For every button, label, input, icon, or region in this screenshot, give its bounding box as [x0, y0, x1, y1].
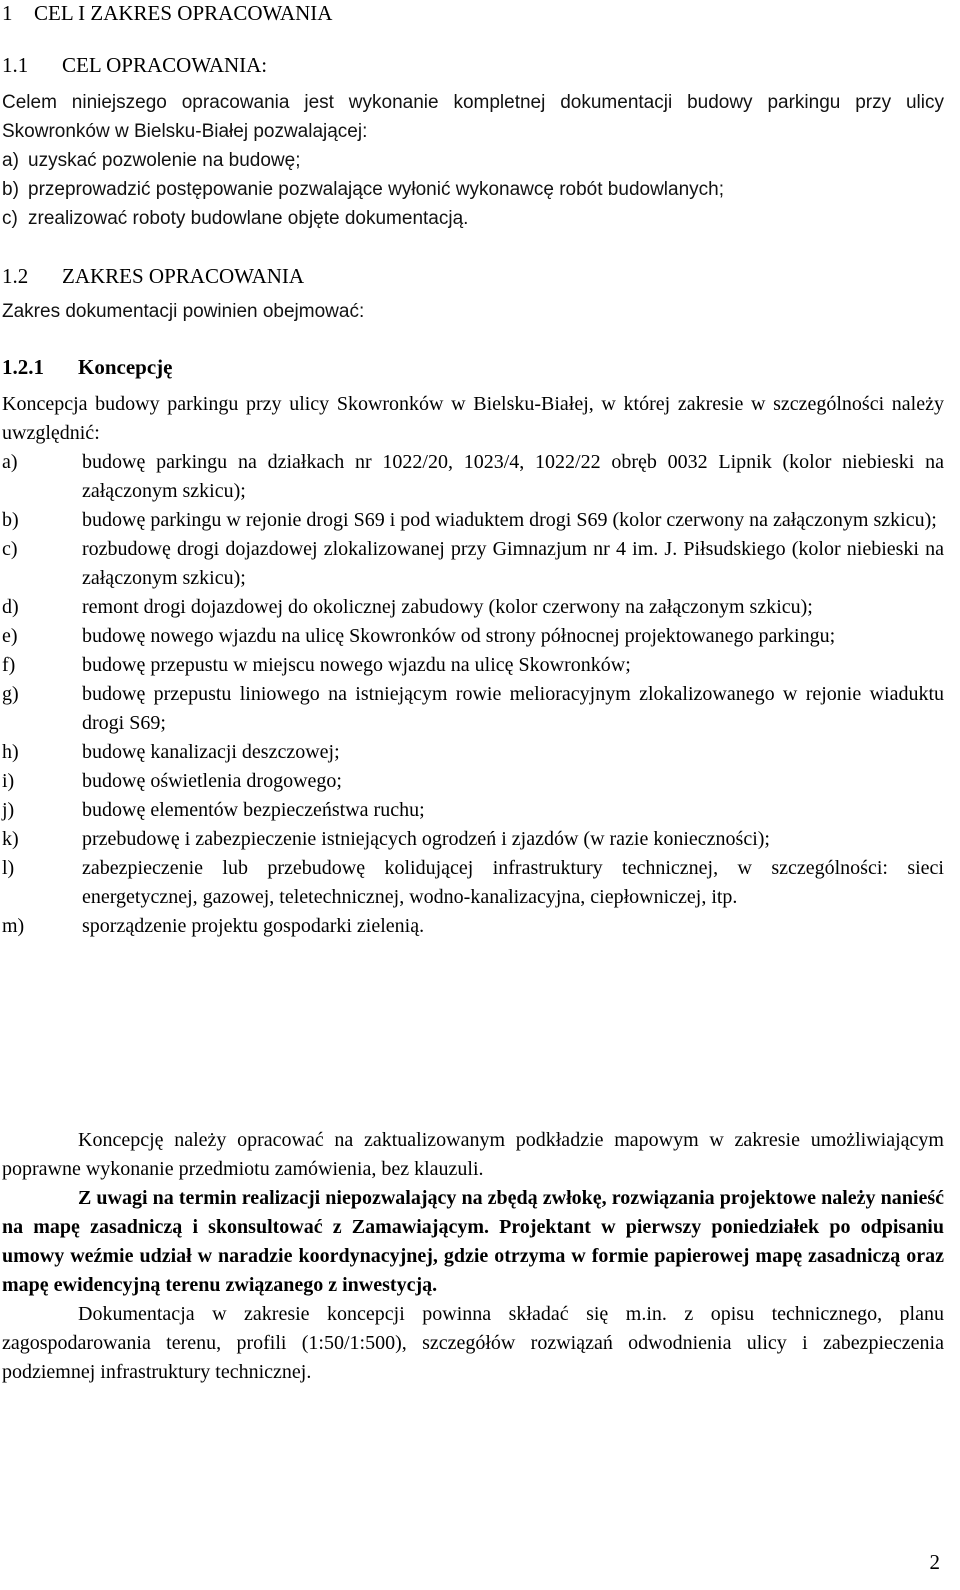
scope-list	[2, 448, 944, 941]
heading-section-1	[2, 0, 332, 26]
heading-section-1-2	[2, 263, 304, 289]
paragraph-base-map: Koncepcję należy opracować na zaktualizowanym podkładzie mapowym w zakresie umożliwiającym poprawne wykonanie przedmiotu zamówienia, bez klauzuli.	[2, 1129, 944, 1180]
heading-section-1-2-1	[2, 354, 172, 380]
list-text: budowę parkingu na działkach nr 1022/20, 1023/4, 1022/22 obręb 0032 Lipnik (kolor niebieski na załączonym szkicu);	[82, 451, 944, 502]
list-text: budowę elementów bezpieczeństwa ruchu;	[82, 799, 425, 821]
list-text: zrealizować roboty budowlane objęte dokumentacją.	[28, 208, 469, 229]
heading-number: 1.2	[2, 264, 29, 288]
list-label: k)	[2, 828, 19, 850]
list-label: b)	[2, 509, 19, 531]
heading-section-1-1	[2, 52, 267, 78]
list-text: przebudowę i zabezpieczenie istniejących ogrodzeń i zjazdów (w razie konieczności);	[82, 828, 770, 850]
heading-number: 1	[2, 1, 13, 25]
heading-title: Koncepcję	[78, 355, 173, 379]
list-text: budowę przepustu liniowego na istniejącym rowie melioracyjnym zlokalizowanego w rejonie wiaduktu drogi S69;	[82, 683, 944, 734]
list-label: e)	[2, 625, 18, 647]
list-text: budowę parkingu w rejonie drogi S69 i pod wiaduktem drogi S69 (kolor czerwony na załączonym szkicu);	[82, 509, 937, 531]
list-text: remont drogi dojazdowej do okolicznej zabudowy (kolor czerwony na załączonym szkicu);	[82, 596, 813, 618]
intro-paragraph: Celem niniejszego opracowania jest wykonanie kompletnej dokumentacji budowy parkingu przy ulicy Skowronków w Bielsku-Białej pozwalającej:	[2, 92, 944, 142]
section-1-2-intro: Zakres dokumentacji powinien obejmować:	[2, 301, 365, 322]
list-label: a)	[2, 451, 18, 473]
list-label: f)	[2, 654, 16, 676]
heading-title: CEL I ZAKRES OPRACOWANIA	[34, 1, 333, 25]
list-label: m)	[2, 915, 25, 937]
heading-number: 1.2.1	[2, 355, 44, 379]
paragraph-documentation-contents: Dokumentacja w zakresie koncepcji powinna składać się m.in. z opisu technicznego, planu zagospodarowania terenu, profili (1:50/1:500), szczegółów rozwiązań odwodnienia ulicy i zabezpieczenia podziemnej infrastruktury technicznej.	[2, 1303, 944, 1383]
list-item	[2, 825, 944, 854]
list-item	[2, 448, 944, 506]
goal-list	[2, 146, 944, 233]
list-item	[2, 622, 944, 651]
list-text: budowę oświetlenia drogowego;	[82, 770, 342, 792]
list-item	[2, 651, 944, 680]
list-text: sporządzenie projektu gospodarki zielenią.	[82, 915, 425, 937]
intro-paragraph: Koncepcja budowy parkingu przy ulicy Skowronków w Bielsku-Białej, w której zakresie w szczególności należy uwzględnić:	[2, 393, 944, 444]
list-item	[2, 593, 944, 622]
list-item	[2, 738, 944, 767]
list-label: d)	[2, 596, 19, 618]
closing-paragraphs	[2, 1126, 944, 1387]
list-text: przeprowadzić postępowanie pozwalające wyłonić wykonawcę robót budowlanych;	[28, 179, 724, 200]
list-item	[2, 680, 944, 738]
list-text: budowę kanalizacji deszczowej;	[82, 741, 340, 763]
list-label: j)	[2, 799, 15, 821]
list-item	[2, 204, 944, 233]
list-label: l)	[2, 857, 15, 879]
list-label: c)	[2, 538, 18, 560]
list-item	[2, 854, 944, 912]
list-label: c)	[2, 208, 18, 229]
paragraph-consultation: Z uwagi na termin realizacji niepozwalający na zbędą zwłokę, rozwiązania projektowe należy nanieść na mapę zasadniczą i skonsultować z Zamawiającym. Projektant w pierwszy poniedziałek po odpisaniu umowy weźmie udział w naradzie koordynacyjnej, gdzie otrzyma w formie papierowej mapę zasadniczą oraz mapę ewidencyjną terenu związanego z inwestycją.	[2, 1187, 944, 1296]
list-item	[2, 175, 944, 204]
list-item	[2, 506, 944, 535]
list-text: budowę przepustu w miejscu nowego wjazdu na ulicę Skowronków;	[82, 654, 631, 676]
heading-title: ZAKRES OPRACOWANIA	[62, 264, 305, 288]
list-text: budowę nowego wjazdu na ulicę Skowronków od strony północnej projektowanego parkingu;	[82, 625, 836, 647]
list-text: zabezpieczenie lub przebudowę kolidującej infrastruktury technicznej, w szczególności: sieci energetycznej, gazowej, teletechnicznej, wodno-kanalizacyjna, ciepłowniczej, itp.	[82, 857, 944, 908]
heading-title: CEL OPRACOWANIA:	[62, 53, 268, 77]
list-label: i)	[2, 770, 15, 792]
section-1-2-1-body	[2, 390, 944, 941]
list-label: a)	[2, 150, 19, 171]
list-text: rozbudowę drogi dojazdowej zlokalizowanej przy Gimnazjum nr 4 im. J. Piłsudskiego (kolor niebieski na załączonym szkicu);	[82, 538, 944, 589]
list-item	[2, 912, 944, 941]
page-number: 2	[929, 1550, 940, 1574]
section-1-1-body	[2, 88, 944, 233]
list-label: h)	[2, 741, 19, 763]
list-item	[2, 767, 944, 796]
list-text: uzyskać pozwolenie na budowę;	[28, 150, 301, 171]
list-label: g)	[2, 683, 19, 705]
list-item	[2, 535, 944, 593]
heading-number: 1.1	[2, 53, 29, 77]
list-item	[2, 796, 944, 825]
list-item	[2, 146, 944, 175]
list-label: b)	[2, 179, 19, 200]
